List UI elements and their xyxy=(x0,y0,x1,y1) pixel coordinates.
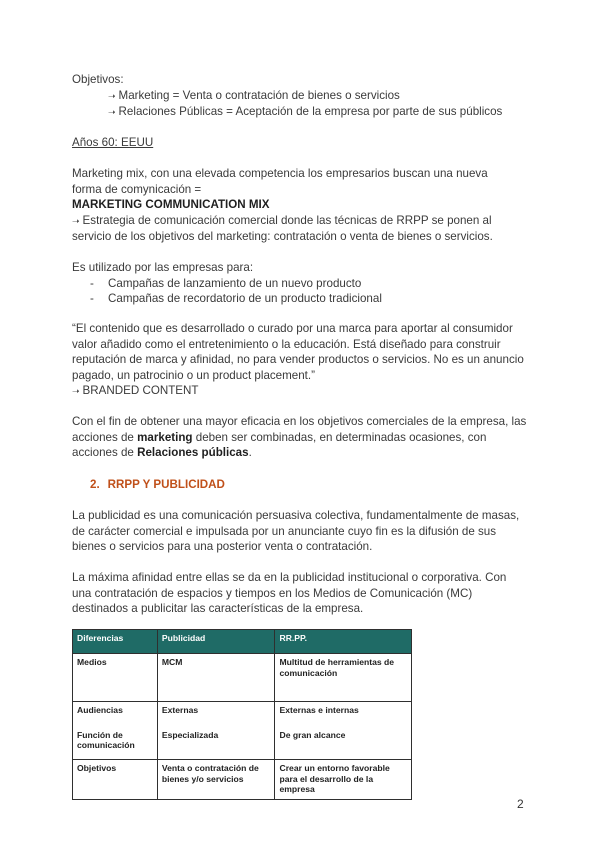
objetivos-label: Objetivos: xyxy=(72,73,124,86)
table-cell: Venta o contratación de bienes y/o servicios xyxy=(157,760,275,800)
marketing-mix-line1: Marketing mix, con una elevada competencia los empresarios buscan una nueva xyxy=(72,167,488,180)
afinidad-paragraph: La máxima afinidad entre ellas se da en la publicidad institucional o corporativa. Con una contratación de espacios y tiempos en los Medios de Comunicación (MC) destinados a publicitar las características de la empresa. xyxy=(72,571,507,616)
table-cell: Multitud de herramientas de comunicación xyxy=(275,654,412,702)
quote-block xyxy=(72,321,528,400)
arrow-icon: ➝ xyxy=(108,90,116,101)
objetivo-marketing: ➝ Marketing = Venta o contratación de bienes o servicios xyxy=(108,88,400,102)
table-cell: MCM xyxy=(157,654,275,702)
list-item: - Campañas de recordatorio de un producto tradicional xyxy=(90,292,382,306)
marketing-mix-desc: ➝ Estrategia de comunicación comercial donde las técnicas de RRPP se ponen al servicio de los objetivos del marketing: contratación o venta de bienes o servicios. xyxy=(72,213,493,244)
table-cell: Medios xyxy=(73,654,158,702)
table-header-cell: Publicidad xyxy=(157,630,275,654)
table-row xyxy=(73,654,412,702)
eficacia-paragraph: Con el fin de obtener una mayor eficacia en los objetivos comerciales de la empresa, las acciones de marketing deben ser combinadas, en determinadas ocasiones, con acciones de Relaciones públicas. xyxy=(72,415,527,460)
section-number: 2. xyxy=(90,478,100,491)
quote-result: ➝ BRANDED CONTENT xyxy=(72,384,199,398)
publicidad-definition: La publicidad es una comunicación persuasiva colectiva, fundamentalmente de masas, de carácter comercial e impulsada por un anunciante cuyo fin es la difusión de sus bienes o servicios para una posterior venta o contratación. xyxy=(72,509,520,554)
arrow-icon: ➝ xyxy=(72,386,80,397)
marketing-mix-line2: forma de comynicación = xyxy=(72,182,202,196)
table-header-cell: Diferencias xyxy=(73,630,158,654)
quote-text: “El contenido que es desarrollado o curado por una marca para aportar al consumidor valor añadido como el entretenimiento o la educación. Está diseñado para construir reputación de marca y afinidad, no para vender productos o servicios. No es un anuncio pagado, un patrocinio o un product placement.” xyxy=(72,322,524,382)
table-row xyxy=(73,702,412,760)
differences-table xyxy=(72,629,412,800)
table-cell: Audiencias Función de comunicación xyxy=(73,702,158,760)
table-row xyxy=(73,760,412,800)
marketing-mix-block xyxy=(72,166,528,245)
anos60-heading: Años 60: EEUU xyxy=(72,136,154,149)
table-header-cell: RR.PP. xyxy=(275,630,412,654)
section-title: RRPP Y PUBLICIDAD xyxy=(107,478,225,491)
table-header-row xyxy=(73,630,412,654)
table-cell: Objetivos xyxy=(73,760,158,800)
table-cell: Externas Especializada xyxy=(157,702,275,760)
list-item: - Campañas de lanzamiento de un nuevo producto xyxy=(90,276,362,290)
utilizado-intro: Es utilizado por las empresas para: xyxy=(72,261,254,274)
objetivos-block xyxy=(72,72,528,121)
section-heading xyxy=(72,477,528,493)
table-cell: Crear un entorno favorable para el desarrollo de la empresa xyxy=(275,760,412,800)
utilizado-block xyxy=(72,260,528,307)
table-cell: Externas e internas De gran alcance xyxy=(275,702,412,760)
arrow-icon: ➝ xyxy=(108,107,116,118)
marketing-mix-title: MARKETING COMMUNICATION MIX xyxy=(72,198,270,212)
objetivo-rrpp: ➝ Relaciones Públicas = Aceptación de la empresa por parte de sus públicos xyxy=(108,105,503,119)
arrow-icon: ➝ xyxy=(72,215,80,226)
page-number: 2 xyxy=(517,797,524,811)
